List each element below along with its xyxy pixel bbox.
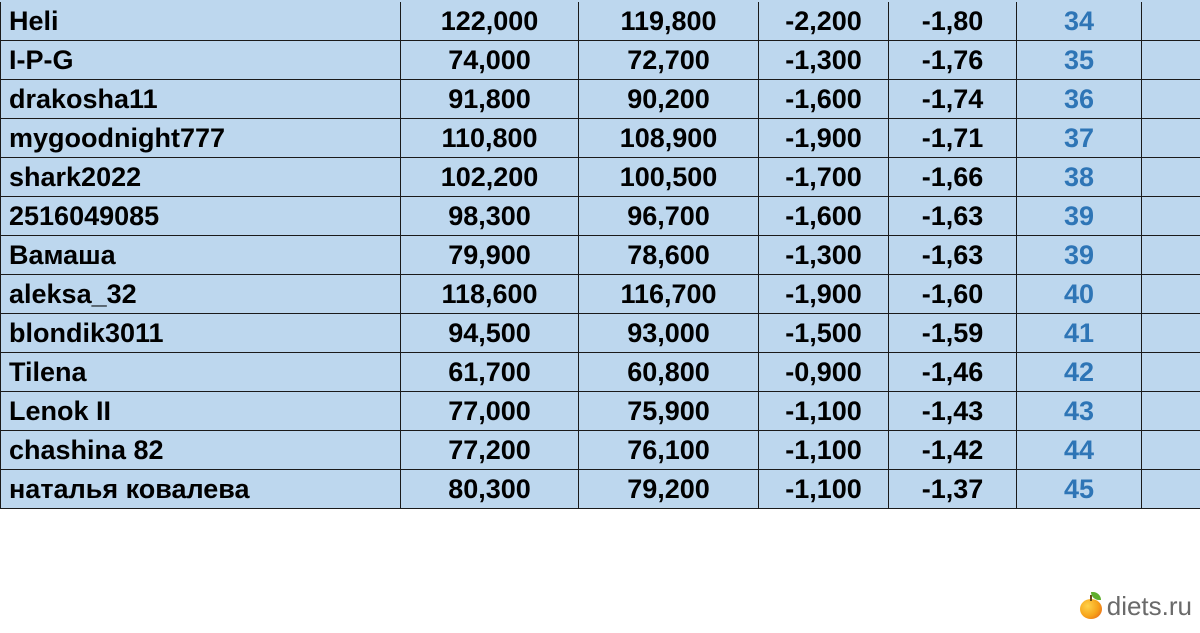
table-row <box>1 158 1200 197</box>
rank-number: 43 <box>1017 392 1142 431</box>
participant-name: I-P-G <box>1 41 401 80</box>
current-weight: 78,600 <box>579 236 759 275</box>
rank-number: 35 <box>1017 41 1142 80</box>
current-weight: 108,900 <box>579 119 759 158</box>
table-row <box>1 392 1200 431</box>
participant-name: aleksa_32 <box>1 275 401 314</box>
percent-change: -1,74 <box>889 80 1017 119</box>
participant-name: drakosha11 <box>1 80 401 119</box>
current-weight: 72,700 <box>579 41 759 80</box>
logo-text: diets.ru <box>1106 590 1192 621</box>
participant-name: Heli <box>1 2 401 41</box>
empty-cell <box>1142 431 1200 470</box>
start-weight: 61,700 <box>401 353 579 392</box>
start-weight: 77,000 <box>401 392 579 431</box>
weight-difference: -1,900 <box>759 275 889 314</box>
weight-difference: -1,600 <box>759 80 889 119</box>
empty-cell <box>1142 41 1200 80</box>
rank-number: 41 <box>1017 314 1142 353</box>
table-row <box>1 431 1200 470</box>
empty-cell <box>1142 236 1200 275</box>
percent-change: -1,63 <box>889 236 1017 275</box>
table-row <box>1 314 1200 353</box>
rank-number: 42 <box>1017 353 1142 392</box>
start-weight: 91,800 <box>401 80 579 119</box>
participant-name: blondik3011 <box>1 314 401 353</box>
percent-change: -1,43 <box>889 392 1017 431</box>
rank-number: 44 <box>1017 431 1142 470</box>
weight-difference: -1,500 <box>759 314 889 353</box>
empty-cell <box>1142 2 1200 41</box>
percent-change: -1,42 <box>889 431 1017 470</box>
empty-cell <box>1142 80 1200 119</box>
empty-cell <box>1142 158 1200 197</box>
weight-difference: -1,100 <box>759 431 889 470</box>
current-weight: 93,000 <box>579 314 759 353</box>
percent-change: -1,63 <box>889 197 1017 236</box>
start-weight: 79,900 <box>401 236 579 275</box>
rank-number: 39 <box>1017 197 1142 236</box>
current-weight: 79,200 <box>579 470 759 509</box>
weight-difference: -1,100 <box>759 470 889 509</box>
weight-difference: -1,100 <box>759 392 889 431</box>
percent-change: -1,60 <box>889 275 1017 314</box>
table-row <box>1 470 1200 509</box>
site-logo[interactable] <box>1079 591 1192 621</box>
rank-number: 38 <box>1017 158 1142 197</box>
percent-change: -1,76 <box>889 41 1017 80</box>
current-weight: 75,900 <box>579 392 759 431</box>
rank-number: 37 <box>1017 119 1142 158</box>
start-weight: 102,200 <box>401 158 579 197</box>
empty-cell <box>1142 275 1200 314</box>
table-row <box>1 2 1200 41</box>
start-weight: 80,300 <box>401 470 579 509</box>
empty-cell <box>1142 392 1200 431</box>
current-weight: 60,800 <box>579 353 759 392</box>
current-weight: 119,800 <box>579 2 759 41</box>
participant-name: Lenok II <box>1 392 401 431</box>
table-row <box>1 80 1200 119</box>
participant-name: mygoodnight777 <box>1 119 401 158</box>
start-weight: 94,500 <box>401 314 579 353</box>
participant-name: chashina 82 <box>1 431 401 470</box>
weight-difference: -2,200 <box>759 2 889 41</box>
weight-difference: -1,600 <box>759 197 889 236</box>
table-row <box>1 41 1200 80</box>
participant-name: наталья ковалева <box>1 470 401 509</box>
percent-change: -1,80 <box>889 2 1017 41</box>
percent-change: -1,71 <box>889 119 1017 158</box>
rank-number: 39 <box>1017 236 1142 275</box>
percent-change: -1,46 <box>889 353 1017 392</box>
percent-change: -1,59 <box>889 314 1017 353</box>
weight-difference: -1,300 <box>759 41 889 80</box>
weight-difference: -0,900 <box>759 353 889 392</box>
participant-name: Вамаша <box>1 236 401 275</box>
start-weight: 122,000 <box>401 2 579 41</box>
current-weight: 100,500 <box>579 158 759 197</box>
current-weight: 76,100 <box>579 431 759 470</box>
apple-icon <box>1079 592 1103 620</box>
results-table <box>0 2 1200 509</box>
weight-difference: -1,700 <box>759 158 889 197</box>
table-row <box>1 236 1200 275</box>
table-row <box>1 275 1200 314</box>
participant-name: 2516049085 <box>1 197 401 236</box>
table-row <box>1 197 1200 236</box>
start-weight: 98,300 <box>401 197 579 236</box>
current-weight: 116,700 <box>579 275 759 314</box>
current-weight: 90,200 <box>579 80 759 119</box>
start-weight: 110,800 <box>401 119 579 158</box>
start-weight: 74,000 <box>401 41 579 80</box>
weight-difference: -1,900 <box>759 119 889 158</box>
rank-number: 34 <box>1017 2 1142 41</box>
empty-cell <box>1142 353 1200 392</box>
table-row <box>1 119 1200 158</box>
weight-difference: -1,300 <box>759 236 889 275</box>
rank-number: 40 <box>1017 275 1142 314</box>
current-weight: 96,700 <box>579 197 759 236</box>
participant-name: Tilena <box>1 353 401 392</box>
empty-cell <box>1142 119 1200 158</box>
percent-change: -1,37 <box>889 470 1017 509</box>
participant-name: shark2022 <box>1 158 401 197</box>
table-row <box>1 353 1200 392</box>
empty-cell <box>1142 470 1200 509</box>
start-weight: 118,600 <box>401 275 579 314</box>
rank-number: 45 <box>1017 470 1142 509</box>
start-weight: 77,200 <box>401 431 579 470</box>
empty-cell <box>1142 197 1200 236</box>
rank-number: 36 <box>1017 80 1142 119</box>
empty-cell <box>1142 314 1200 353</box>
percent-change: -1,66 <box>889 158 1017 197</box>
